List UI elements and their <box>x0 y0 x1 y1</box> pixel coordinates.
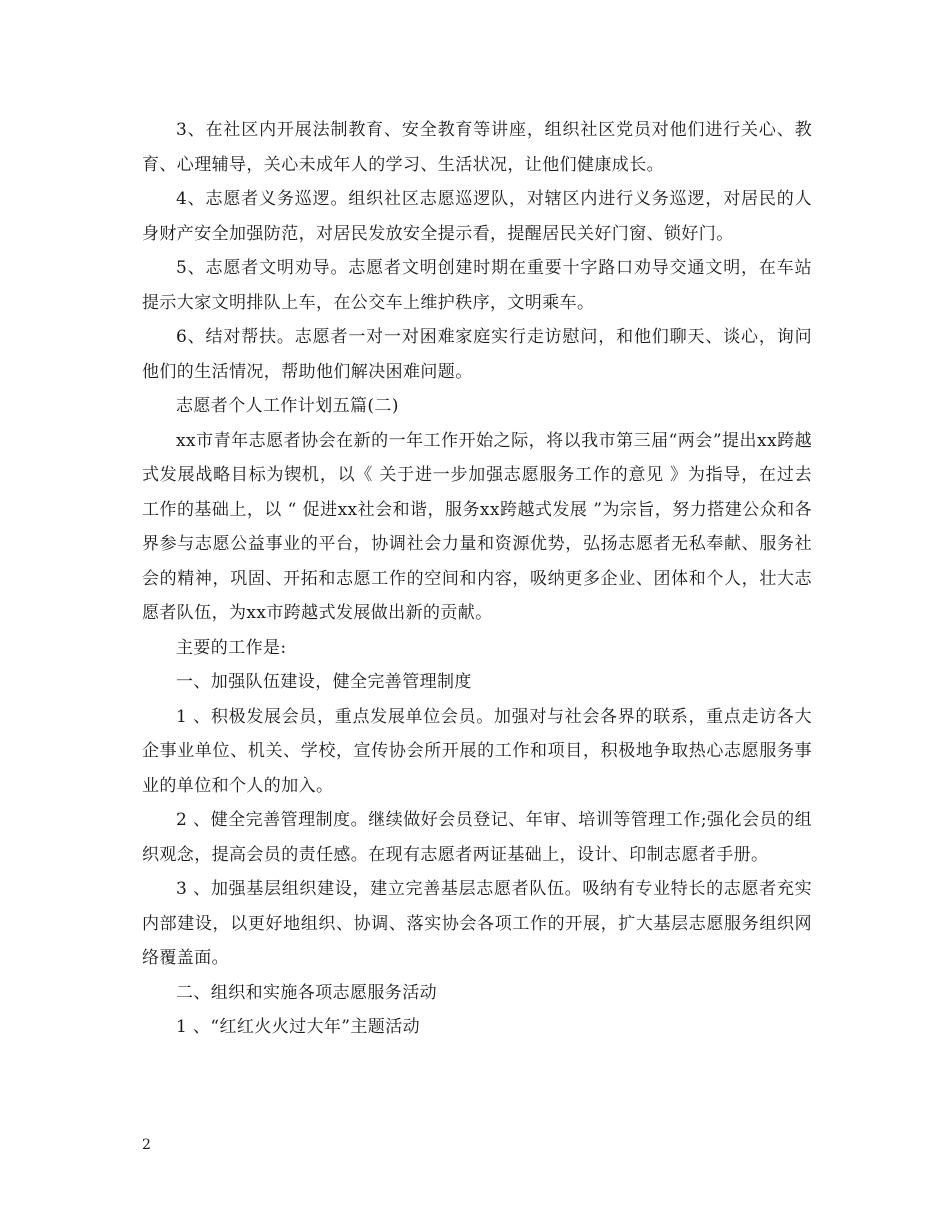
heading-volunteer-activities: 二、组织和实施各项志愿服务活动 <box>176 982 437 1003</box>
page-number: 2 <box>142 1137 151 1153</box>
paragraph-main-work-intro: 主要的工作是: <box>176 637 287 658</box>
paragraph-item-5-civility-persuasion: 5、志愿者文明劝导。志愿者文明创建时期在重要十字路口劝导交通文明，在车站提示大家文明排队上车，在公交车上维护秩序，文明乘车。 <box>142 258 812 313</box>
paragraph-item-3-law-education: 3、在社区内开展法制教育、安全教育等讲座，组织社区党员对他们进行关心、教育、心理辅导，关心未成年人的学习、生活状况，让他们健康成长。 <box>142 120 812 175</box>
paragraph-grassroots-organization: 3 、加强基层组织建设，建立完善基层志愿者队伍。吸纳有专业特长的志愿者充实内部建设，以更好地组织、协调、落实协会各项工作的开展，扩大基层志愿服务组织网络覆盖面。 <box>142 879 812 968</box>
document-body <box>142 113 812 1045</box>
paragraph-management-system: 2 、健全完善管理制度。继续做好会员登记、年审、培训等管理工作;强化会员的组织观念，提高会员的责任感。在现有志愿者两证基础上，设计、印制志愿者手册。 <box>142 810 812 865</box>
heading-team-building: 一、加强队伍建设，健全完善管理制度 <box>176 672 472 692</box>
paragraph-item-6-paired-assistance: 6、结对帮扶。志愿者一对一对困难家庭实行走访慰问，和他们聊天、谈心，询问他们的生活情况，帮助他们解决困难问题。 <box>142 327 812 382</box>
paragraph-develop-members: 1 、积极发展会员，重点发展单位会员。加强对与社会各界的联系，重点走访各大企事业单位、机关、学校，宣传协会所开展的工作和项目，积极地争取热心志愿服务事业的单位和个人的加入。 <box>142 706 812 796</box>
paragraph-new-year-activity: 1 、“红红火火过大年”主题活动 <box>176 1017 421 1037</box>
paragraph-association-overview: xx市青年志愿者协会在新的一年工作开始之际，将以我市第三届“两会”提出xx跨越式发展战略目标为锲机，以《 关于进一步加强志愿服务工作的意见 》为指导，在过去工作的基础上，以 “ 促进xx社会和谐，服务xx跨越式发展 ”为宗旨，努力搭建公众和各界参与志愿公益事业的平台，协调社会力量和资源优势，弘扬志愿者无私奉献、服务社会的精神，巩固、开拓和志愿工作的空间和内容，吸纳更多企业、团体和个人，壮大志愿者队伍，为xx市跨越式发展做出新的贡献。 <box>142 430 812 623</box>
section-heading-part-two: 志愿者个人工作计划五篇(二) <box>176 396 399 416</box>
paragraph-item-4-volunteer-patrol: 4、志愿者义务巡逻。组织社区志愿巡逻队，对辖区内进行义务巡逻，对居民的人身财产安全加强防范，对居民发放安全提示看，提醒居民关好门窗、锁好门。 <box>142 189 812 244</box>
